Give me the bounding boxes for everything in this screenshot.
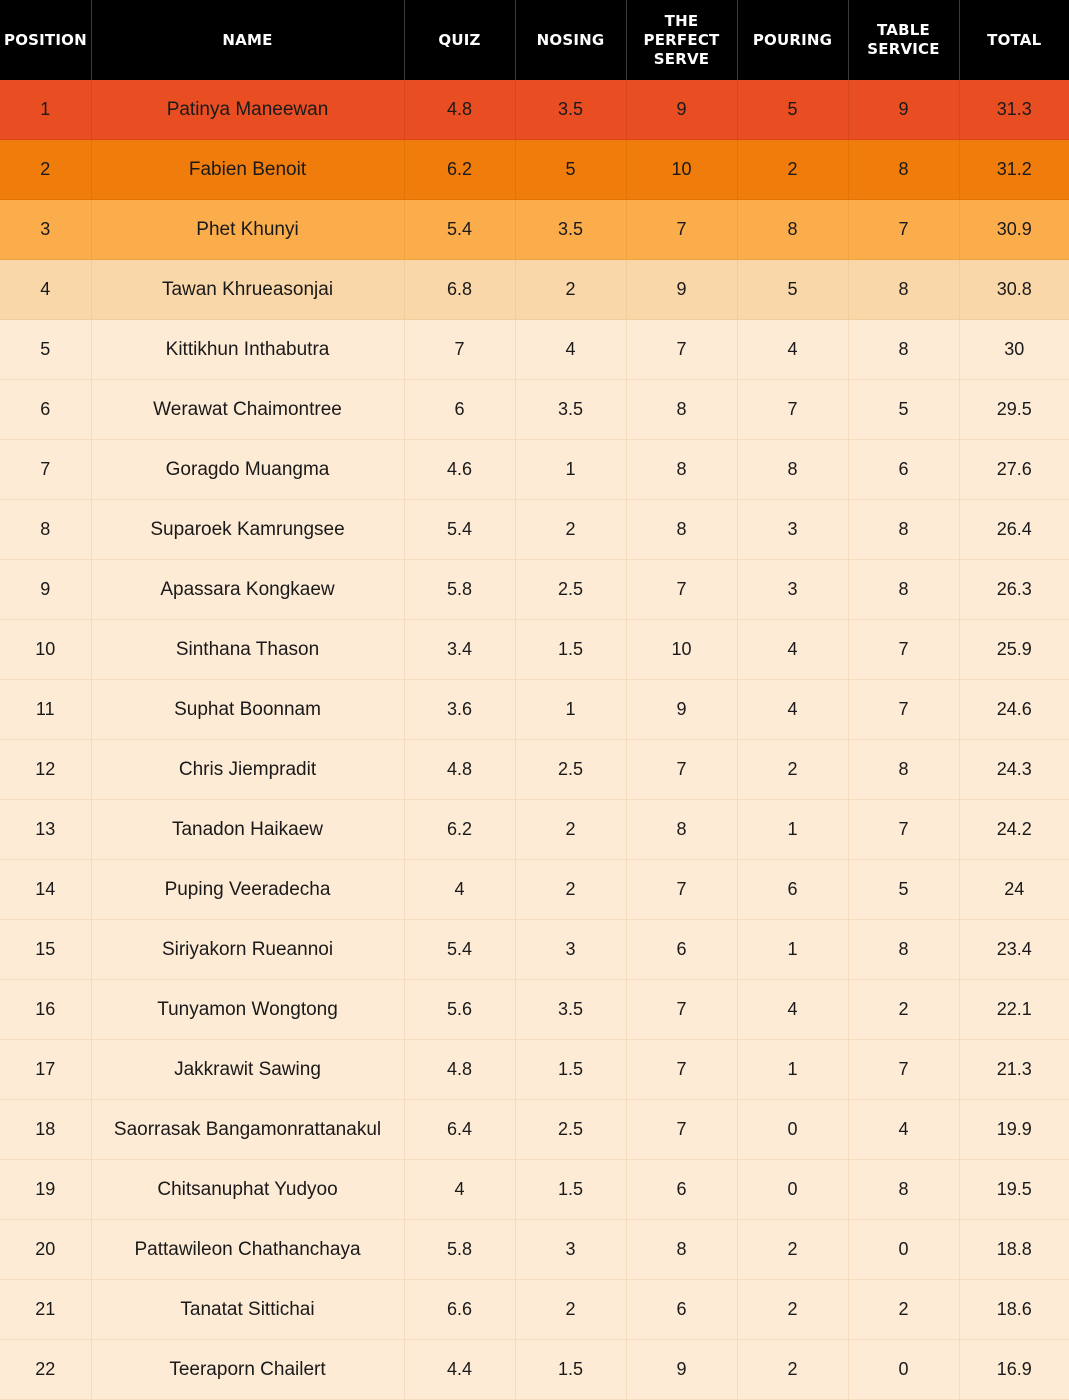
table-service-cell: 0	[848, 1340, 959, 1400]
quiz-cell: 5.8	[404, 560, 515, 620]
quiz-cell: 3.6	[404, 680, 515, 740]
perfect-serve-cell: 10	[626, 620, 737, 680]
table-service-cell: 7	[848, 200, 959, 260]
pouring-cell: 2	[737, 1220, 848, 1280]
table-service-cell: 2	[848, 980, 959, 1040]
table-body	[0, 80, 1069, 1400]
table-row	[0, 140, 1069, 200]
table-service-cell: 7	[848, 620, 959, 680]
quiz-cell: 6	[404, 380, 515, 440]
position-cell: 1	[0, 80, 91, 140]
header-row	[0, 0, 1069, 80]
quiz-cell: 5.4	[404, 500, 515, 560]
name-cell: Werawat Chaimontree	[91, 380, 404, 440]
position-cell: 17	[0, 1040, 91, 1100]
column-header-table-service: TABLE SERVICE	[848, 0, 959, 80]
quiz-cell: 6.4	[404, 1100, 515, 1160]
quiz-cell: 5.4	[404, 920, 515, 980]
total-cell: 24.6	[959, 680, 1069, 740]
name-cell: Phet Khunyi	[91, 200, 404, 260]
perfect-serve-cell: 8	[626, 500, 737, 560]
nosing-cell: 3	[515, 1220, 626, 1280]
pouring-cell: 0	[737, 1160, 848, 1220]
table-service-cell: 7	[848, 1040, 959, 1100]
perfect-serve-cell: 7	[626, 740, 737, 800]
pouring-cell: 6	[737, 860, 848, 920]
table-service-cell: 9	[848, 80, 959, 140]
position-cell: 12	[0, 740, 91, 800]
total-cell: 19.9	[959, 1100, 1069, 1160]
pouring-cell: 5	[737, 260, 848, 320]
table-service-cell: 8	[848, 140, 959, 200]
total-cell: 31.3	[959, 80, 1069, 140]
pouring-cell: 5	[737, 80, 848, 140]
pouring-cell: 1	[737, 1040, 848, 1100]
position-cell: 20	[0, 1220, 91, 1280]
name-cell: Jakkrawit Sawing	[91, 1040, 404, 1100]
position-cell: 3	[0, 200, 91, 260]
table-service-cell: 5	[848, 860, 959, 920]
total-cell: 26.3	[959, 560, 1069, 620]
column-header-name: NAME	[91, 0, 404, 80]
pouring-cell: 2	[737, 1340, 848, 1400]
table-service-cell: 8	[848, 560, 959, 620]
total-cell: 24.3	[959, 740, 1069, 800]
total-cell: 31.2	[959, 140, 1069, 200]
quiz-cell: 6.8	[404, 260, 515, 320]
name-cell: Tunyamon Wongtong	[91, 980, 404, 1040]
nosing-cell: 3.5	[515, 980, 626, 1040]
perfect-serve-cell: 6	[626, 920, 737, 980]
column-header-perfect-serve: THE PERFECT SERVE	[626, 0, 737, 80]
quiz-cell: 6.2	[404, 140, 515, 200]
perfect-serve-cell: 8	[626, 440, 737, 500]
nosing-cell: 2	[515, 1280, 626, 1340]
pouring-cell: 4	[737, 680, 848, 740]
quiz-cell: 5.8	[404, 1220, 515, 1280]
column-header-pouring: POURING	[737, 0, 848, 80]
name-cell: Siriyakorn Rueannoi	[91, 920, 404, 980]
table-row	[0, 500, 1069, 560]
perfect-serve-cell: 7	[626, 980, 737, 1040]
quiz-cell: 4.4	[404, 1340, 515, 1400]
name-cell: Kittikhun Inthabutra	[91, 320, 404, 380]
pouring-cell: 4	[737, 320, 848, 380]
pouring-cell: 1	[737, 800, 848, 860]
name-cell: Teeraporn Chailert	[91, 1340, 404, 1400]
perfect-serve-cell: 7	[626, 560, 737, 620]
position-cell: 9	[0, 560, 91, 620]
total-cell: 18.8	[959, 1220, 1069, 1280]
position-cell: 16	[0, 980, 91, 1040]
table-service-cell: 8	[848, 740, 959, 800]
nosing-cell: 5	[515, 140, 626, 200]
pouring-cell: 8	[737, 440, 848, 500]
perfect-serve-cell: 9	[626, 1340, 737, 1400]
pouring-cell: 2	[737, 140, 848, 200]
table-row	[0, 380, 1069, 440]
position-cell: 15	[0, 920, 91, 980]
nosing-cell: 2	[515, 260, 626, 320]
total-cell: 24.2	[959, 800, 1069, 860]
table-row	[0, 860, 1069, 920]
nosing-cell: 2	[515, 800, 626, 860]
nosing-cell: 3.5	[515, 80, 626, 140]
nosing-cell: 3.5	[515, 200, 626, 260]
quiz-cell: 4.6	[404, 440, 515, 500]
nosing-cell: 1	[515, 680, 626, 740]
table-service-cell: 7	[848, 800, 959, 860]
total-cell: 19.5	[959, 1160, 1069, 1220]
table-row	[0, 740, 1069, 800]
table-service-cell: 8	[848, 260, 959, 320]
nosing-cell: 1.5	[515, 1040, 626, 1100]
quiz-cell: 6.6	[404, 1280, 515, 1340]
pouring-cell: 8	[737, 200, 848, 260]
total-cell: 30.8	[959, 260, 1069, 320]
perfect-serve-cell: 7	[626, 1100, 737, 1160]
table-row	[0, 620, 1069, 680]
perfect-serve-cell: 9	[626, 680, 737, 740]
quiz-cell: 4	[404, 860, 515, 920]
table-row	[0, 800, 1069, 860]
table-service-cell: 8	[848, 320, 959, 380]
perfect-serve-cell: 8	[626, 380, 737, 440]
table-service-cell: 0	[848, 1220, 959, 1280]
perfect-serve-cell: 9	[626, 260, 737, 320]
pouring-cell: 3	[737, 560, 848, 620]
quiz-cell: 4.8	[404, 80, 515, 140]
pouring-cell: 0	[737, 1100, 848, 1160]
position-cell: 13	[0, 800, 91, 860]
total-cell: 29.5	[959, 380, 1069, 440]
pouring-cell: 4	[737, 620, 848, 680]
table-service-cell: 4	[848, 1100, 959, 1160]
quiz-cell: 5.6	[404, 980, 515, 1040]
pouring-cell: 7	[737, 380, 848, 440]
table-row	[0, 260, 1069, 320]
table-row	[0, 1160, 1069, 1220]
table-row	[0, 920, 1069, 980]
position-cell: 21	[0, 1280, 91, 1340]
name-cell: Puping Veeradecha	[91, 860, 404, 920]
pouring-cell: 2	[737, 1280, 848, 1340]
name-cell: Tanadon Haikaew	[91, 800, 404, 860]
perfect-serve-cell: 10	[626, 140, 737, 200]
name-cell: Apassara Kongkaew	[91, 560, 404, 620]
nosing-cell: 1	[515, 440, 626, 500]
nosing-cell: 2	[515, 500, 626, 560]
perfect-serve-cell: 6	[626, 1160, 737, 1220]
total-cell: 22.1	[959, 980, 1069, 1040]
perfect-serve-cell: 7	[626, 1040, 737, 1100]
column-header-total: TOTAL	[959, 0, 1069, 80]
nosing-cell: 1.5	[515, 620, 626, 680]
table-row	[0, 560, 1069, 620]
table-row	[0, 80, 1069, 140]
table-service-cell: 8	[848, 1160, 959, 1220]
perfect-serve-cell: 7	[626, 860, 737, 920]
perfect-serve-cell: 8	[626, 800, 737, 860]
table-row	[0, 1040, 1069, 1100]
position-cell: 22	[0, 1340, 91, 1400]
perfect-serve-cell: 8	[626, 1220, 737, 1280]
nosing-cell: 3.5	[515, 380, 626, 440]
table-service-cell: 8	[848, 920, 959, 980]
nosing-cell: 4	[515, 320, 626, 380]
nosing-cell: 3	[515, 920, 626, 980]
table-row	[0, 680, 1069, 740]
name-cell: Saorrasak Bangamonrattanakul	[91, 1100, 404, 1160]
name-cell: Sinthana Thason	[91, 620, 404, 680]
total-cell: 30	[959, 320, 1069, 380]
position-cell: 18	[0, 1100, 91, 1160]
quiz-cell: 4.8	[404, 1040, 515, 1100]
total-cell: 27.6	[959, 440, 1069, 500]
table-row	[0, 440, 1069, 500]
position-cell: 19	[0, 1160, 91, 1220]
total-cell: 21.3	[959, 1040, 1069, 1100]
name-cell: Tanatat Sittichai	[91, 1280, 404, 1340]
nosing-cell: 1.5	[515, 1340, 626, 1400]
quiz-cell: 5.4	[404, 200, 515, 260]
position-cell: 10	[0, 620, 91, 680]
table-service-cell: 6	[848, 440, 959, 500]
nosing-cell: 2.5	[515, 560, 626, 620]
table-row	[0, 1340, 1069, 1400]
position-cell: 7	[0, 440, 91, 500]
table-service-cell: 7	[848, 680, 959, 740]
position-cell: 4	[0, 260, 91, 320]
name-cell: Pattawileon Chathanchaya	[91, 1220, 404, 1280]
name-cell: Patinya Maneewan	[91, 80, 404, 140]
table-row	[0, 320, 1069, 380]
position-cell: 14	[0, 860, 91, 920]
quiz-cell: 6.2	[404, 800, 515, 860]
table-row	[0, 1220, 1069, 1280]
name-cell: Fabien Benoit	[91, 140, 404, 200]
column-header-quiz: QUIZ	[404, 0, 515, 80]
pouring-cell: 1	[737, 920, 848, 980]
quiz-cell: 4.8	[404, 740, 515, 800]
position-cell: 11	[0, 680, 91, 740]
nosing-cell: 1.5	[515, 1160, 626, 1220]
table-service-cell: 2	[848, 1280, 959, 1340]
quiz-cell: 7	[404, 320, 515, 380]
total-cell: 16.9	[959, 1340, 1069, 1400]
name-cell: Chitsanuphat Yudyoo	[91, 1160, 404, 1220]
table-row	[0, 200, 1069, 260]
quiz-cell: 4	[404, 1160, 515, 1220]
table-row	[0, 1280, 1069, 1340]
name-cell: Chris Jiempradit	[91, 740, 404, 800]
nosing-cell: 2.5	[515, 1100, 626, 1160]
pouring-cell: 4	[737, 980, 848, 1040]
table-service-cell: 5	[848, 380, 959, 440]
table-service-cell: 8	[848, 500, 959, 560]
column-header-nosing: NOSING	[515, 0, 626, 80]
name-cell: Suparoek Kamrungsee	[91, 500, 404, 560]
position-cell: 6	[0, 380, 91, 440]
total-cell: 26.4	[959, 500, 1069, 560]
perfect-serve-cell: 9	[626, 80, 737, 140]
perfect-serve-cell: 6	[626, 1280, 737, 1340]
table-header	[0, 0, 1069, 80]
total-cell: 30.9	[959, 200, 1069, 260]
position-cell: 5	[0, 320, 91, 380]
name-cell: Suphat Boonnam	[91, 680, 404, 740]
name-cell: Goragdo Muangma	[91, 440, 404, 500]
position-cell: 2	[0, 140, 91, 200]
perfect-serve-cell: 7	[626, 320, 737, 380]
total-cell: 25.9	[959, 620, 1069, 680]
position-cell: 8	[0, 500, 91, 560]
nosing-cell: 2	[515, 860, 626, 920]
total-cell: 23.4	[959, 920, 1069, 980]
pouring-cell: 3	[737, 500, 848, 560]
table-row	[0, 980, 1069, 1040]
table-row	[0, 1100, 1069, 1160]
column-header-position: POSITION	[0, 0, 91, 80]
nosing-cell: 2.5	[515, 740, 626, 800]
perfect-serve-cell: 7	[626, 200, 737, 260]
pouring-cell: 2	[737, 740, 848, 800]
total-cell: 24	[959, 860, 1069, 920]
name-cell: Tawan Khrueasonjai	[91, 260, 404, 320]
quiz-cell: 3.4	[404, 620, 515, 680]
total-cell: 18.6	[959, 1280, 1069, 1340]
